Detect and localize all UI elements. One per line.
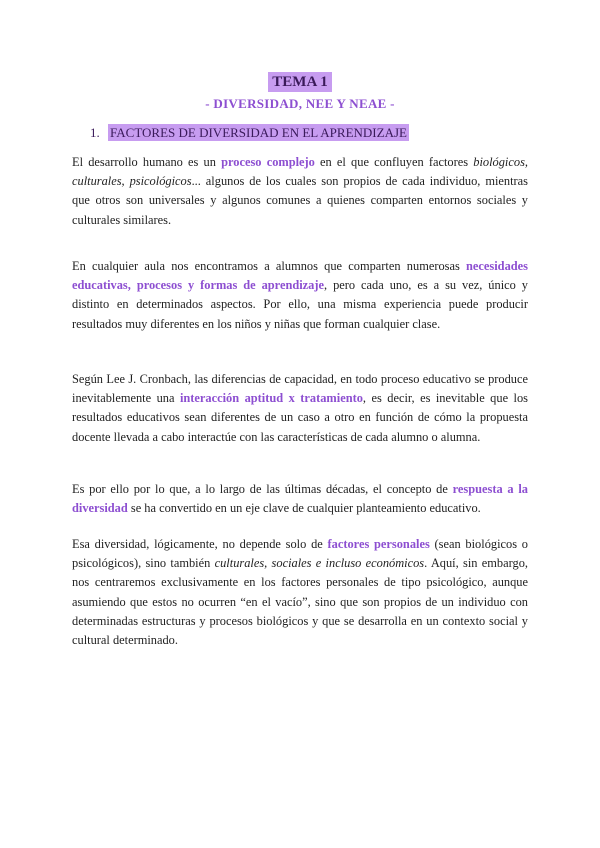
keyword-highlight: factores personales (327, 537, 430, 551)
paragraph-5 (72, 535, 528, 650)
paragraph-text: en el que confluyen factores (314, 155, 474, 169)
paragraph-text: , pero cada uno, es a su vez, único y distinto en determinados aspectos. Por ello, una misma experiencia puede producir resultados muy diferentes en los niños y niñas que forman cualquier clase. (72, 278, 528, 331)
italic-text: biológicos, culturales, psicológicos (72, 155, 528, 189)
paragraph-text: El desarrollo humano es un (72, 155, 222, 169)
paragraph-text: . Aquí, sin embargo, nos centraremos exclusivamente en los factores personales de tipo psicológico, aunque asumiendo que estos no ocurren “en el vacío”, sino que son propios de un individuo con determinadas estructuras y procesos biológicos y que se desarrolla en un contexto social y cultural determinado. (72, 556, 528, 648)
paragraph-text: Según Lee J. Cronbach, las diferencias de capacidad, en todo proceso educativo se produce inevitablemente una (72, 372, 528, 406)
paragraph-2 (72, 257, 528, 334)
keyword-highlight: necesidades educativas, procesos y formas de aprendizaje (72, 259, 528, 293)
title-container (0, 72, 600, 92)
page-subtitle: - DIVERSIDAD, NEE Y NEAE - (205, 96, 395, 111)
section-heading (90, 125, 409, 141)
section-number: 1. (90, 125, 100, 140)
section-title: FACTORES DE DIVERSIDAD EN EL APRENDIZAJE (110, 125, 407, 140)
paragraph-3 (72, 370, 528, 447)
paragraph-1 (72, 153, 528, 230)
paragraph-text: Es por ello por lo que, a lo largo de las últimas décadas, el concepto de (72, 482, 453, 496)
paragraph-text: ... algunos de los cuales son propios de cada individuo, mientras que otros son universales y algunos comunes a quienes comparten entornos sociales y culturales similares. (72, 174, 529, 227)
paragraph-text: , es decir, es inevitable que los resultados educativos sean diferentes de un caso a otro en función de cómo la propuesta docente llevada a cabo interactúe con las características de cada alumno o alumna. (72, 391, 528, 444)
paragraph-text: En cualquier aula nos encontramos a alumnos que comparten numerosas (72, 259, 467, 273)
page-title: TEMA 1 (268, 72, 331, 92)
paragraph-4 (72, 480, 528, 518)
keyword-highlight: interacción aptitud x tratamiento (179, 391, 363, 406)
paragraph-text: se ha convertido en un eje clave de cualquier planteamiento educativo. (127, 501, 481, 516)
paragraph-text: Esa diversidad, lógicamente, no depende solo de (72, 537, 328, 551)
keyword-highlight: respuesta a la diversidad (72, 482, 528, 516)
paragraph-text: (sean biológicos o psicológicos), sino también (72, 537, 528, 571)
italic-text: culturales, sociales e incluso económicos (214, 556, 425, 571)
keyword-highlight: proceso complejo (221, 155, 315, 169)
